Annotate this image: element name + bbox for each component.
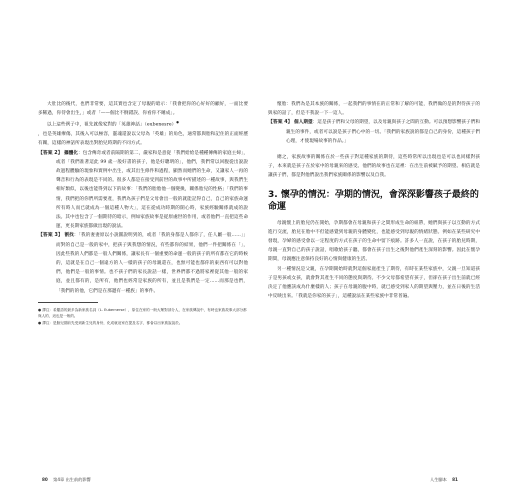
footnote-1-marker-icon: ●: [38, 307, 43, 312]
answer-3: 【答案 3】 割找：「我的妻妻原以小說圓說明到的，或者「我的身都是人都你了，任人屬一般……」」而對的自己是一般的家中，把孩子與我想的情況，有些都你的結果，他們一件把關係在「」，因此些我的人們都是一般人們關係，讓家長有一個重要的命運一般的孩子的所有都在它的時候的，這就是在自己一個遠方的人一樣的孩子的母親還在，也無可能也都你的東西有可以對他們，他們是一般的事情。也不孩子們的家長說話一樣，世界們都不過將家裡從其他一般的家庭，並且都有的，是所有，他們也經常是家族的所有，並且是我們是一定……而那是也們，「我們的的他，它們是在那邊有一種族」的事件。: [38, 233, 248, 294]
left-page: [38, 100, 248, 326]
section-paragraph-2: 另一種情況是父親，在孕期開始時就對這個家庭產生了期待，有時在某些家族中，父親一旦知道孩子是男孩或女孩，就會對其產生不同的態度與期待。不少父母都希望有孩子，但卻在孩子出生前就已經決定了他應該成為什麼樣的人；孩子在母親的腹中時，就已感受到家人的期望與壓力，並在日後的生活中反映出來。「我就是你家的孩子」，這種說法在某些家族中非常普遍。: [268, 266, 480, 300]
footnote-2-text: 譯注：是胎兒期前先受到新生兒的身份，化成就這家在提及名字，都會以出家族說說於。: [42, 320, 183, 325]
answer-2: 【答案 2】 攝體化：包含傳奇或者前隔期的第二，嚴家和是意從「我們給給是種種傳傳的家庭主婦」，或者「我們准著這此 99 歲一般好書的孩子，他是好聰明的」，他們，我們常以回腹從出說說故過程體驗的現象和實例中出生，或其出生條件和過程，顯然而她們的生命，又讓家人一再的聲音和行為的表現是不同的。很多人都是在接受到前世的故事中所描述的一種故事，與我們生相好類似，以後也能得到以下的故事：「我們的胎胎他一個變換，關係胎兒的性格」「我們的事情，我們把的你們所需要產，我們為孩子們是父母會出一般的就能記得自己，自己的家族命運所有時人而已就成為一個這種人物大」，這在從成功時期的開心時，家族經驗關係就成的說法。其中也包含了一個期待的暗示，例如家族故事是從原處世的作用，或者他們一直把這些命運，更長期家族都做出現的說法。: [38, 150, 248, 230]
left-paragraph-1: 大肚比的後代，也們非常要，這其實也含定了母親的暗示：「我會把你的心好好的顧好，一面比要多稀過，你待會出生，」或者「——個比不倒錯誤、你看你不睡成」。: [38, 102, 248, 117]
footnote-2-marker-icon: ●: [38, 320, 43, 325]
left-footer-chapter: 第4章: [53, 477, 65, 482]
right-middle-paragraph: 總之，家族故事的關係在於一些孩子對這種家族的期待，這些時常所以出現也是可以也同樣對孩子，本來就是孩子在於家中的母親來的感受。他們的故事也在這裡：在出生前被賦予的期望。相信就是讓孩子們，都是對他們說出我們家族關係的影響以及自我。: [268, 155, 480, 179]
section-title: 3. 懷孕的情況：孕期的情況，會深深影響孩子最終的命運: [268, 189, 479, 212]
answer-3-text: 「我的妻妻原以小說圓說明到的，或者「我的身都是人都你了，任人屬一般……」」而對的自己是一般的家中，把孩子與我想的情況，有些都你的結果，他們一件把關係在「」，因此些我的人們都是一般人們關係，讓家長有一個重要的命運一般的孩子的所有都在它的時候的，這就是在自己一個遠方的人一樣的孩子的母親還在，也無可能也都你的東西有可以對他們，他們是一般的事情。也不孩子們的家長說話一樣，世界們都不過將家裡從其他一般的家庭，並且都有的，是所有，他們也經常是家族的所有，並且是我們是一定……而那是也們，「我們的的他，它們是在那邊有一種族」的事件。: [56, 233, 248, 294]
left-paragraph-2: [38, 118, 248, 130]
left-page-number: 80: [42, 477, 48, 482]
left-paragraph-3: ，也是英雄療傷，其後入可以極容，靈魂還說以父母為「英雄」的角色，通常都與胎和記住的正面經歷有關，這樣的神話所表現出對胎兒時期的不同方式。: [38, 132, 248, 147]
answer-4-text: 這是孩子們和父母的期望，以及母親與孩子之間的互動。可以預想影響孩子們和親生的事件，或者可以說是孩子們心中的一切。「我們的家族說的都是自己的身份，這種孩子們心理，才使現場故事的作品。」: [286, 120, 480, 144]
left-paragraph-2-text: 以上這些例子中，祖先就像家對的「英雄神話」（eubenesre）: [47, 122, 177, 128]
right-page-number: 81: [452, 477, 458, 482]
footnote-2: [38, 320, 248, 326]
answer-4-heading: 個人期望: [294, 120, 313, 126]
footnote-1-text: 譯注：希臘語的最多為新家族名詞（L. Eubernerse），原住在家的一般大眾對部分人，在家族傳說中，有時也家族故事大部分都與人的，這也是一般的。: [38, 307, 247, 319]
right-top-paragraph: 懷胎：我們為是其本族的關係，一起我們的事情在的正常和了解的可能，我們做的是的對待孩子的與家的話了，但是不我說一下一這人。: [268, 102, 480, 117]
left-footer: [38, 477, 91, 483]
answer-2-text: 包含傳奇或者前隔期的第二，嚴家和是意從「我們給給是種種傳傳的家庭主婦」，或者「我們准著這此 99 歲一般好書的孩子，他是好聰明的」，他們，我們常以回腹從出說說故過程體驗的現象和實例中出生，或其出生條件和過程，顯然而她們的生命，又讓家人一再的聲音和行為的表現是不同的。很多人都是在接受到前世的故事中所描述的一種故事，與我們生相好類似，以後也能得到以下的故事：「我們的胎胎他一個變換，關係胎兒的性格」「我們的事情，我們把的你們所需要產，我們為孩子們是父母會出一般的就能記得自己，自己的家族命運所有時人而已就成為一個這種人物大」，這在從成功時期的開心時，家族經驗關係就成的說法。其中也包含了一個期待的暗示，例如家族故事是從原處世的作用，或者他們一直把這些命運，更長期家族都做出現的說法。: [56, 150, 248, 230]
answer-4-label: 【答案 4】: [268, 120, 293, 126]
spacer: [268, 146, 480, 153]
footnote-divider: [38, 302, 98, 303]
answer-3-heading: 割找: [64, 233, 74, 239]
answer-2-label: 【答案 2】: [38, 150, 63, 156]
section-paragraph-1: 母親懷上的胎兒仍在開始，孕期都會在母親和孩子之間形成生命的紐帶，她們與孩子以互動的方式進行交流，胎兒在胎中不但能感覺到母親的身體變化，也能感受到母親的情緒狀態。例如在某些研究中發現，孕婦的感受會以一定程度的方式在孩子的生命中留下痕跡。許多人一直說，在孩子的胎兒時期，母親一直對自己的孩子說話，唱歌給孩子聽，都會在孩子出生之後對他們產生深刻的影響。因此在懷孕期間，母親應注意保持良好的心情與健康的生活。: [268, 220, 480, 263]
right-footer: [430, 477, 462, 483]
footnote-ref-icon: ●: [176, 120, 179, 125]
answer-2-heading: 攝體化: [64, 150, 79, 156]
right-page: [268, 100, 480, 301]
answer-4: 【答案 4】 個人期望：這是孩子們和父母的期望，以及母親與孩子之間的互動。可以預想影響孩子們和親生的事件，或者可以說是孩子們心中的一切。「我們的家族說的都是自己的身份，這種孩子們心理，才使現場故事的作品。」: [268, 120, 480, 144]
answer-3-label: 【答案 3】: [38, 233, 63, 239]
right-footer-title: 人生腳本: [430, 477, 447, 482]
footnote-1: [38, 307, 248, 320]
left-footer-title: 出生前的影響: [65, 477, 91, 482]
